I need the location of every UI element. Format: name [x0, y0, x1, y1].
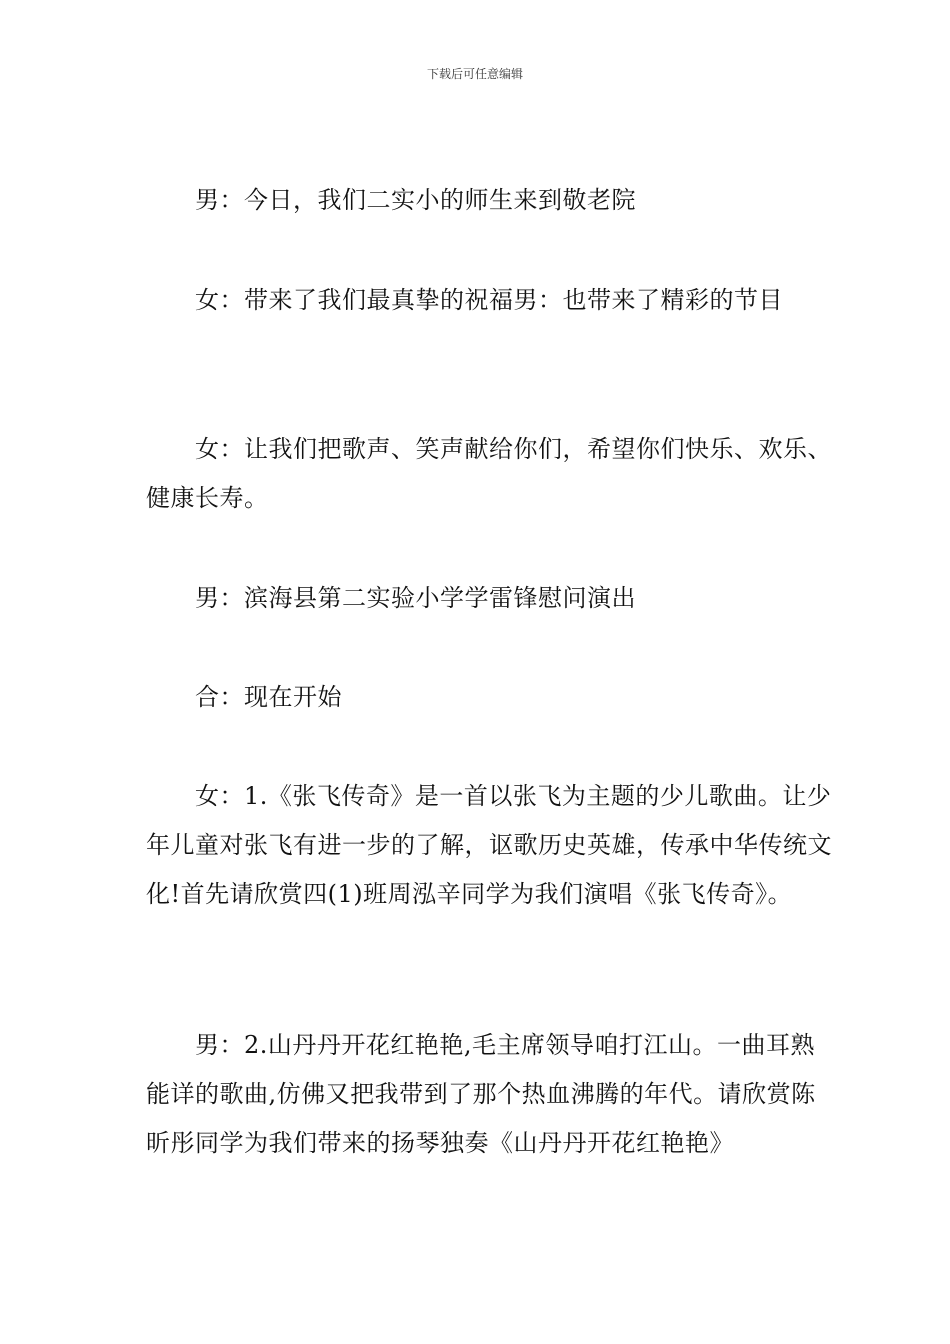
script-line-male-greeting: 男：今日，我们二实小的师生来到敬老院 — [195, 186, 636, 214]
script-line-female-program-1: 女：1.《张飞传奇》是一首以张飞为主题的少儿歌曲。让少年儿童对张飞有进一步的了解，讴歌历史英雄，传承中华传统文化!首先请欣赏四(1)班周泓辛同学为我们演唱《张飞传奇》。 — [146, 782, 832, 908]
page-header-note: 下载后可任意编辑 — [426, 67, 523, 81]
script-line-female-blessing: 女：带来了我们最真挚的祝福男：也带来了精彩的节目 — [195, 286, 783, 314]
script-line-female-wishes: 女：让我们把歌声、笑声献给你们，希望你们快乐、欢乐、健康长寿。 — [146, 435, 832, 512]
script-line-male-event-title: 男：滨海县第二实验小学学雷锋慰问演出 — [195, 584, 636, 612]
script-line-male-program-2: 男：2.山丹丹开花红艳艳,毛主席领导咱打江山。一曲耳熟能详的歌曲,仿佛又把我带到了那个热血沸腾的年代。请欣赏陈昕彤同学为我们带来的扬琴独奏《山丹丹开花红艳艳》 — [146, 1031, 816, 1157]
script-line-together-start: 合：现在开始 — [195, 683, 342, 711]
